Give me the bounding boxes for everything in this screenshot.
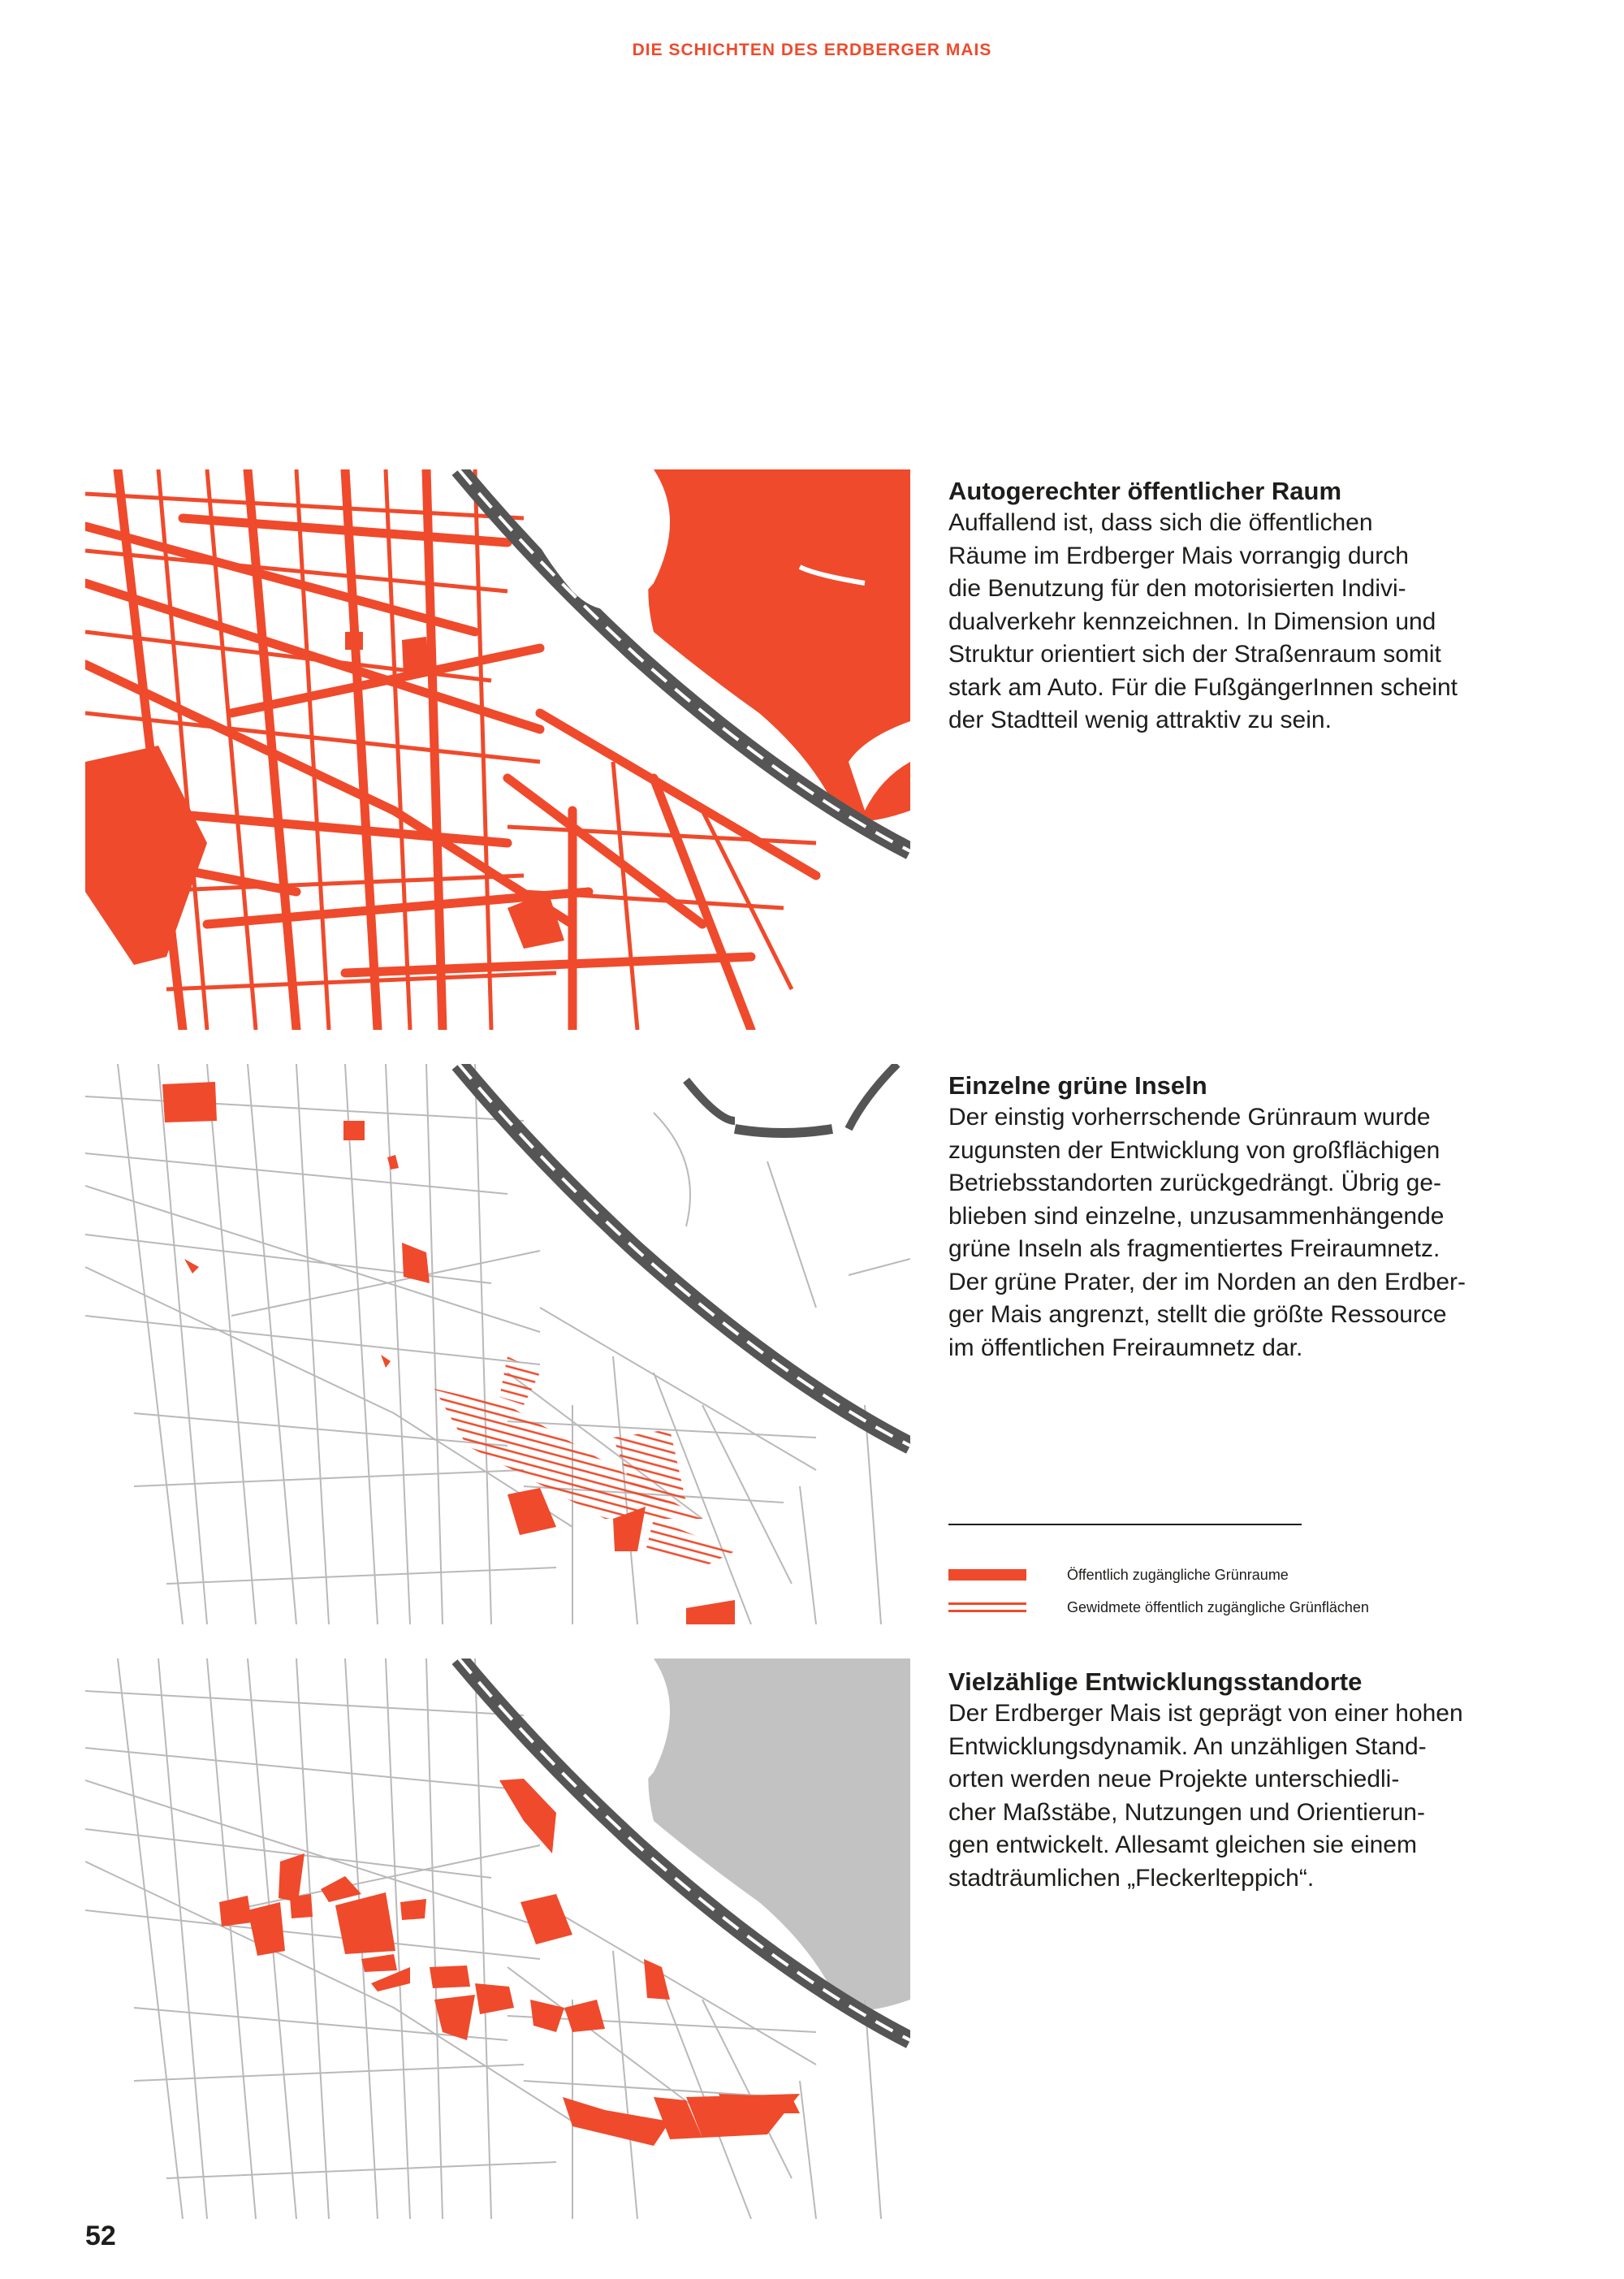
body-line: cher Maßstäbe, Nutzungen und Orientierun-: [948, 1798, 1425, 1826]
section-body: [948, 1101, 1491, 1364]
section-public-space-car: [948, 476, 1491, 737]
body-line: Der Erdberger Mais ist geprägt von einer hohen: [948, 1700, 1463, 1727]
body-line: im öffentlichen Freiraumnetz dar.: [948, 1334, 1303, 1361]
legend-divider: [948, 1524, 1302, 1525]
body-line: grüne Inseln als fragmentiertes Freiraumnetz.: [948, 1235, 1440, 1262]
body-line: der Stadtteil wenig attraktiv zu sein.: [948, 707, 1332, 733]
body-line: Betriebsstandorten zurückgedrängt. Übrig ge-: [948, 1170, 1442, 1196]
body-line: Räume im Erdberger Mais vorrangig durch: [948, 542, 1409, 569]
body-line: stark am Auto. Für die FußgängerInnen scheint: [948, 673, 1458, 701]
map-public-space-car: [85, 469, 910, 1030]
legend-item-public-green: [948, 1563, 1289, 1587]
section-body: [948, 1697, 1491, 1895]
section-heading: Einzelne grüne Inseln: [948, 1071, 1207, 1100]
section-green-islands: [948, 1070, 1491, 1364]
map-development-sites: [85, 1658, 910, 2219]
body-line: Der einstig vorherrschende Grünraum wurde: [948, 1104, 1431, 1131]
body-line: zugunsten der Entwicklung von großflächigen: [948, 1136, 1440, 1164]
body-line: Der grüne Prater, der im Norden an den Erdber-: [948, 1268, 1466, 1295]
section-heading: Autogerechter öffentlicher Raum: [948, 477, 1342, 505]
running-head: DIE SCHICHTEN DES ERDBERGER MAIS: [632, 41, 992, 59]
double-line-icon: [948, 1602, 1026, 1612]
body-line: gen entwickelt. Allesamt gleichen sie einem: [948, 1831, 1417, 1858]
body-line: ger Mais angrenzt, stellt die größte Ressource: [948, 1301, 1447, 1328]
section-development-sites: [948, 1667, 1491, 1895]
map-green-islands: [85, 1064, 910, 1624]
body-line: Entwicklungsdynamik. An unzähligen Stand-: [948, 1732, 1427, 1760]
body-line: dualverkehr kennzeichnen. In Dimension und: [948, 608, 1436, 635]
legend-label: Öffentlich zugängliche Grünraume: [1067, 1566, 1289, 1583]
legend-item-dedicated-green: [948, 1595, 1369, 1620]
body-line: stadträumlichen „Fleckerlteppich“.: [948, 1864, 1315, 1892]
section-body: [948, 507, 1491, 737]
body-line: Auffallend ist, dass sich die öffentlichen: [948, 509, 1373, 536]
legend-label: Gewidmete öffentlich zugängliche Grünflächen: [1067, 1598, 1369, 1615]
body-line: blieben sind einzelne, unzusammenhängende: [948, 1202, 1445, 1230]
body-line: orten werden neue Projekte unterschiedli-: [948, 1766, 1400, 1792]
body-line: Struktur orientiert sich der Straßenraum somit: [948, 641, 1441, 668]
body-line: die Benutzung für den motorisierten Indivi-: [948, 575, 1406, 602]
solid-bar-icon: [948, 1569, 1026, 1581]
page-number: 52: [85, 2221, 116, 2251]
section-heading: Vielzählige Entwicklungsstandorte: [948, 1667, 1363, 1696]
